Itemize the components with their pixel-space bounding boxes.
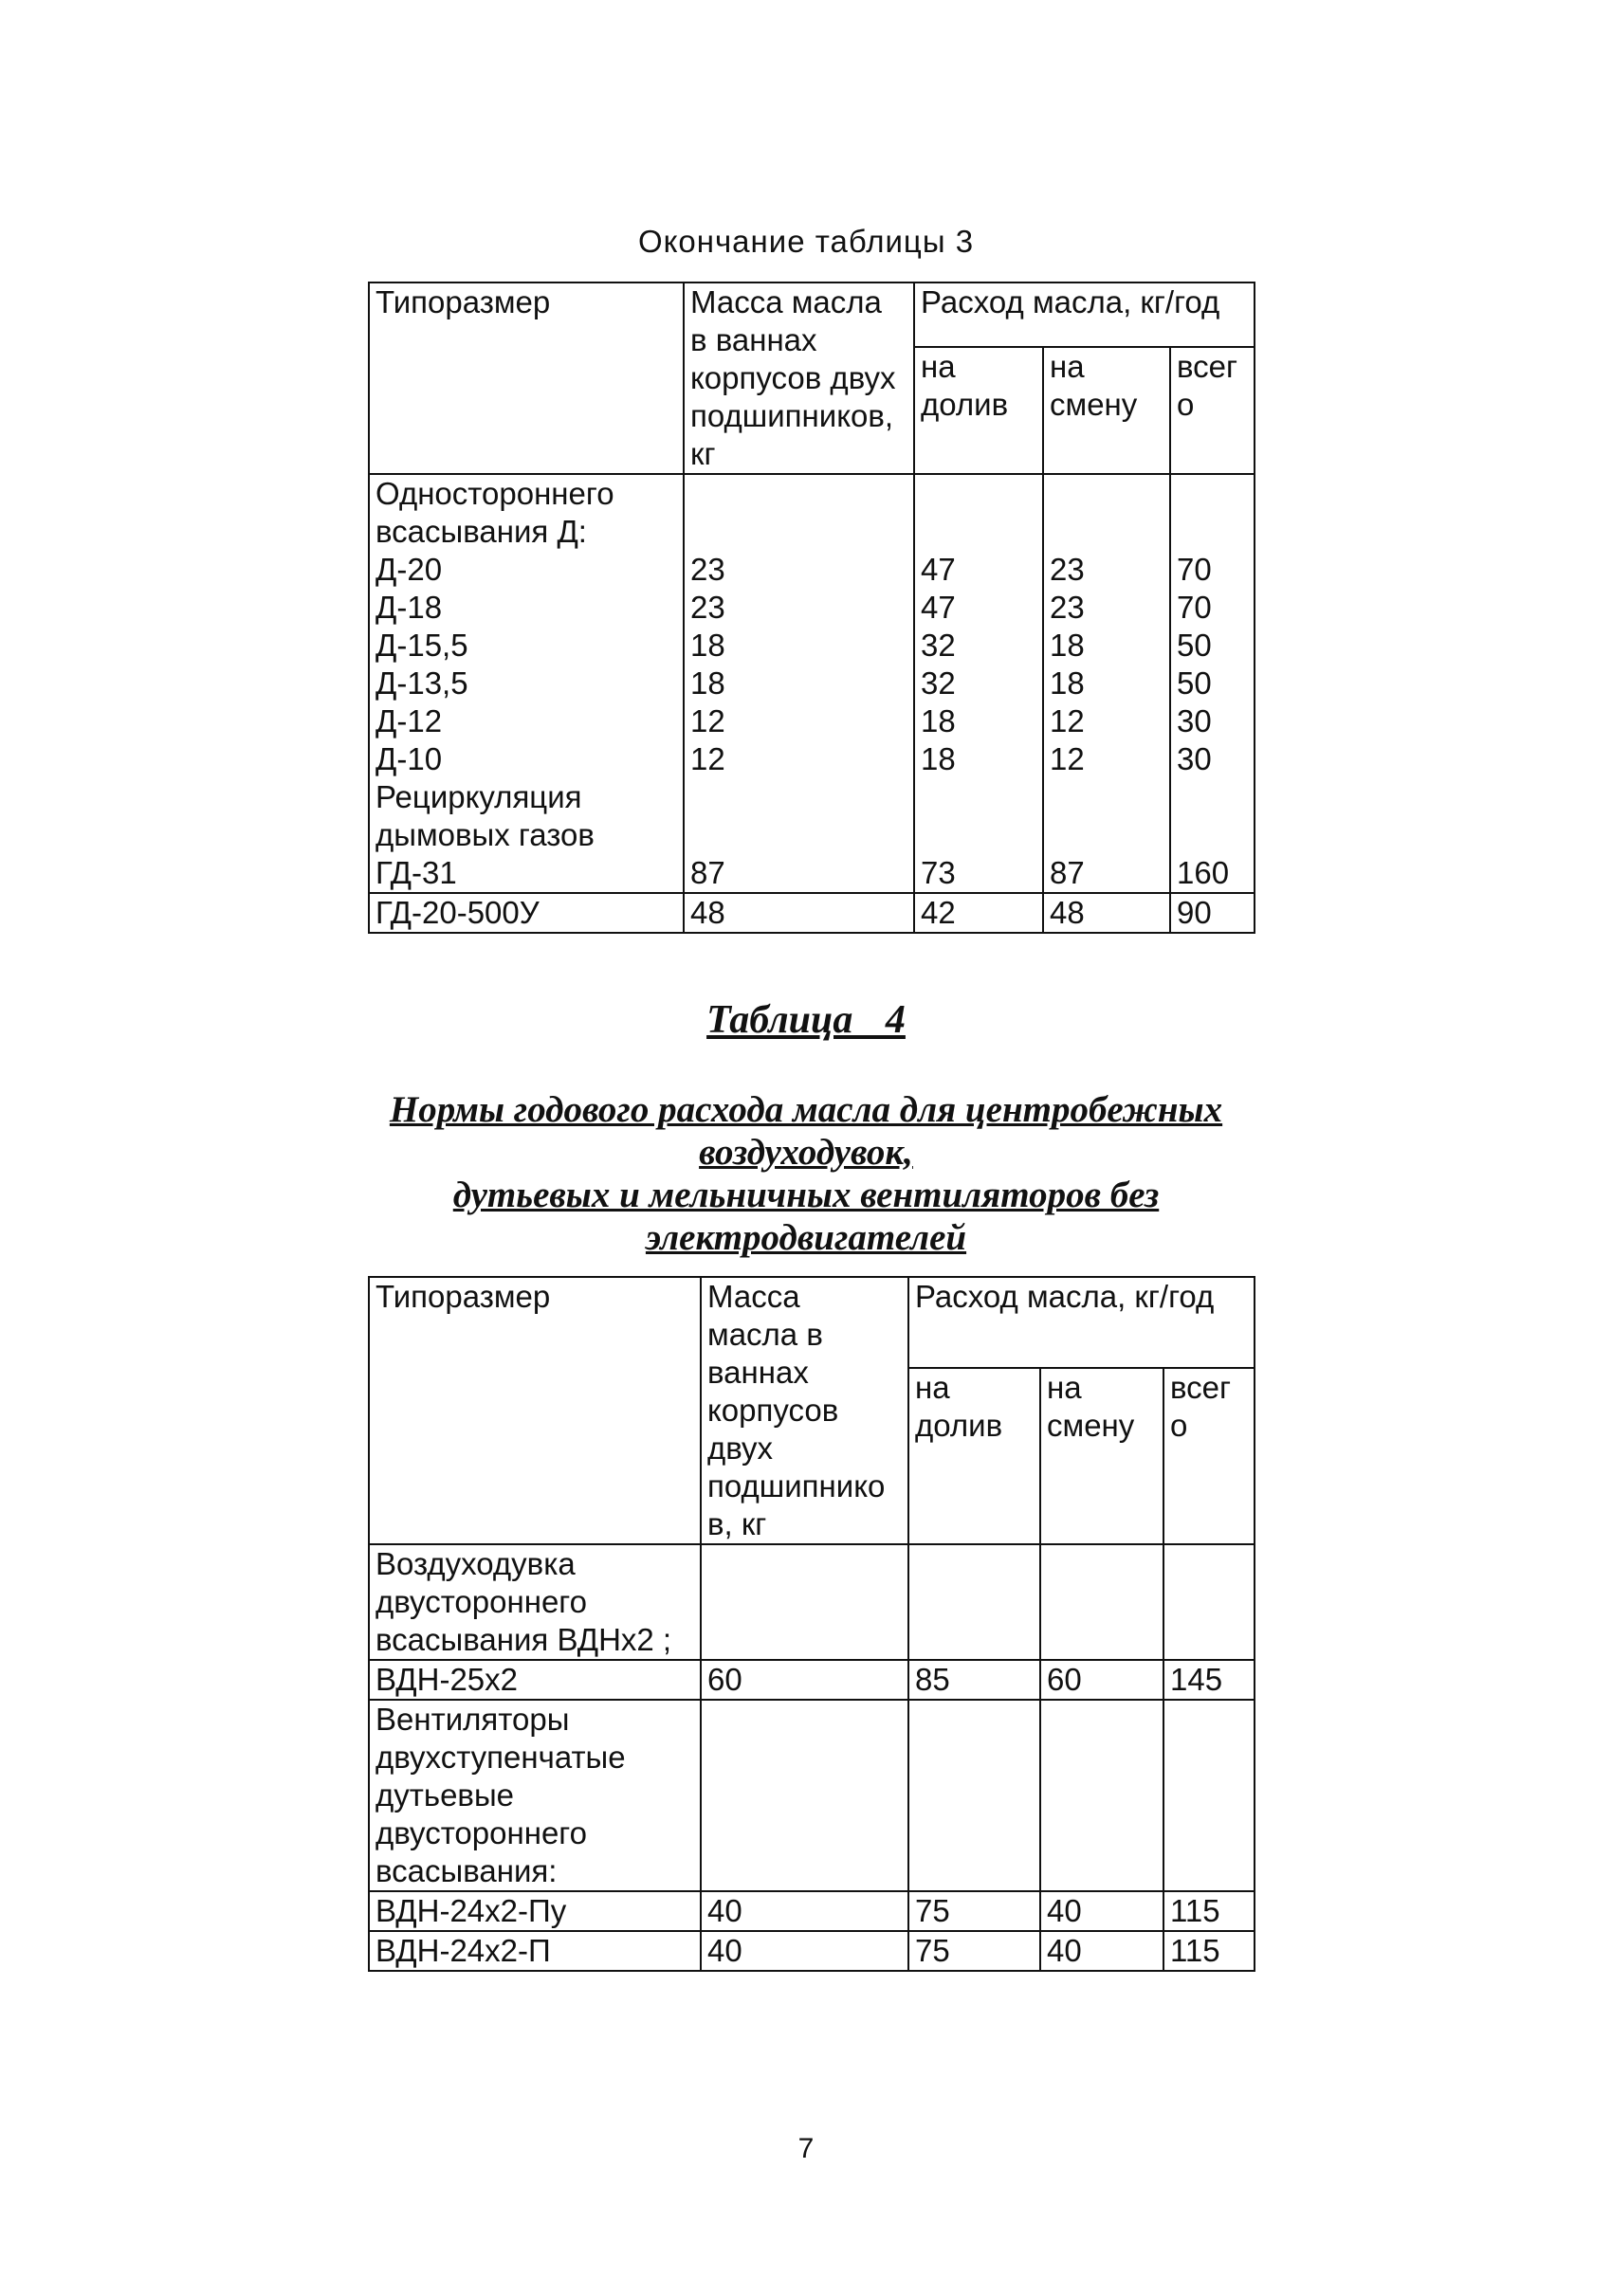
table4-cell-refill [908,1544,1040,1660]
table4-heading-line: Нормы годового расхода масла для центробежных [389,1089,1223,1130]
table3-caption: Окончание таблицы 3 [637,224,975,259]
table3-cell-label: Одностороннего всасывания Д: Д-20 Д-18 Д-15,5 Д-13,5 Д-12 Д-10 Рециркуляция дымовых газов ГД-31 [369,474,684,893]
table3-header-row [369,282,1255,347]
table4-cell-mass: 40 [701,1931,908,1971]
table3 [368,282,1255,934]
table-row [369,1891,1255,1931]
table3-header-change: на смену [1043,347,1170,474]
table4-heading [0,1088,1612,1259]
table4-cell-refill: 85 [908,1660,1040,1700]
table4-cell-change [1040,1544,1163,1660]
table3-cell-change: 23 23 18 18 12 12 87 [1043,474,1170,893]
table4-cell-refill: 75 [908,1891,1040,1931]
table4-heading-line: дутьевых и мельничных вентиляторов без [452,1175,1160,1215]
table4-cell-change: 40 [1040,1931,1163,1971]
page-number: 7 [797,2133,815,2164]
table4-cell-total: 115 [1163,1931,1255,1971]
table4-cell-mass [701,1544,908,1660]
table3-cell-mass: 48 [684,893,914,933]
table-row [369,1660,1255,1700]
table4-heading-line: электродвигателей [645,1217,967,1258]
table3-header-total: всег о [1170,347,1255,474]
table3-cell-change: 48 [1043,893,1170,933]
table4-cell-change: 40 [1040,1891,1163,1931]
table-row [369,1544,1255,1660]
table-row [369,893,1255,933]
table4-cell-label: Воздуходувка двустороннего всасывания ВДНх2 ; [369,1544,701,1660]
table4-cell-total: 145 [1163,1660,1255,1700]
table4-cell-mass [701,1700,908,1891]
table3-cell-total: 70 70 50 50 30 30 160 [1170,474,1255,893]
table4-cell-total: 115 [1163,1891,1255,1931]
table4-header-consumption: Расход масла, кг/год [908,1277,1255,1368]
table4-cell-total [1163,1544,1255,1660]
table4-cell-label: ВДН-24х2-Пу [369,1891,701,1931]
table4-header-total: всег о [1163,1368,1255,1544]
table4-cell-mass: 60 [701,1660,908,1700]
table4-cell-change [1040,1700,1163,1891]
table4-heading-line: воздуходувок, [699,1132,913,1173]
table4-title: Таблица 4 [706,998,906,1042]
table4-header-type: Типоразмер [369,1277,701,1544]
table3-header-refill: на долив [914,347,1043,474]
table4-cell-total [1163,1700,1255,1891]
table3-cell-refill: 42 [914,893,1043,933]
table4-cell-label: ВДН-25х2 [369,1660,701,1700]
table3-cell-mass: 23 23 18 18 12 12 87 [684,474,914,893]
table4-cell-label: Вентиляторы двухступенчатые дутьевые двустороннего всасывания: [369,1700,701,1891]
table3-cell-label: ГД-20-500У [369,893,684,933]
table4 [368,1276,1255,1972]
table3-cell-refill: 47 47 32 32 18 18 73 [914,474,1043,893]
table-row [369,474,1255,893]
table3-header-mass: Масса масла в ваннах корпусов двух подшипников, кг [684,282,914,474]
table3-header-consumption: Расход масла, кг/год [914,282,1255,347]
table3-cell-total: 90 [1170,893,1255,933]
table3-header-type: Типоразмер [369,282,684,474]
table-row [369,1931,1255,1971]
table4-header-refill: на долив [908,1368,1040,1544]
table4-cell-change: 60 [1040,1660,1163,1700]
table4-cell-label: ВДН-24х2-П [369,1931,701,1971]
table4-header-change: на смену [1040,1368,1163,1544]
table4-cell-refill [908,1700,1040,1891]
table4-header-row [369,1277,1255,1368]
table4-header-mass: Масса масла в ваннах корпусов двух подшипнико в, кг [701,1277,908,1544]
table4-cell-refill: 75 [908,1931,1040,1971]
table-row [369,1700,1255,1891]
table4-cell-mass: 40 [701,1891,908,1931]
